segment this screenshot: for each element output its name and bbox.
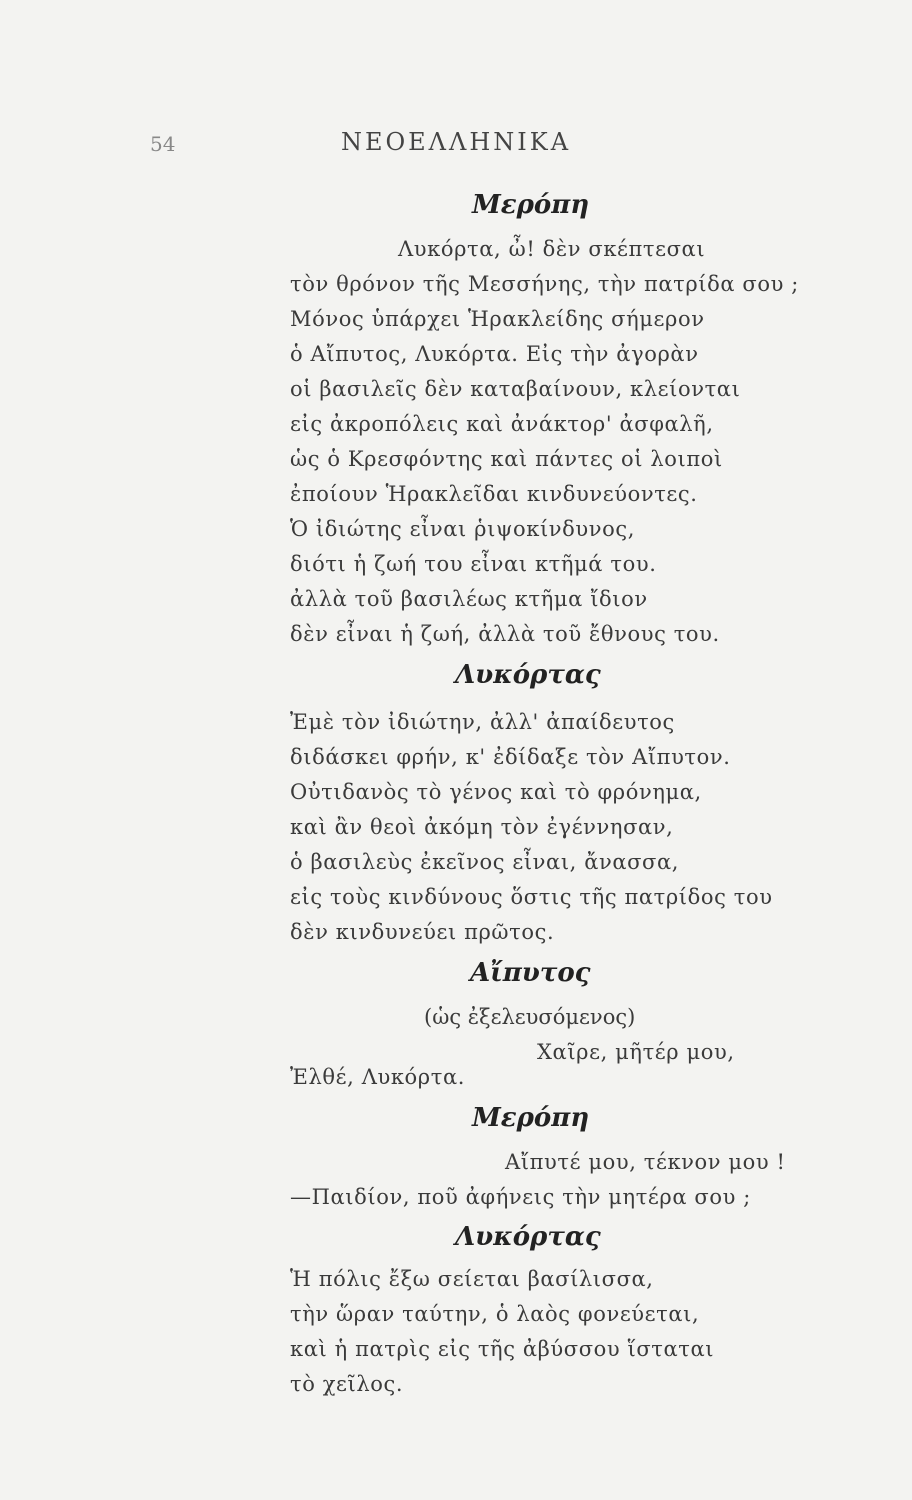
verse-line: ἐποίουν Ἡρακλεῖδαι κινδυνεύοντες. (290, 482, 698, 506)
verse-line: Λυκόρτα, ὦ! δὲν σκέπτεσαι (398, 237, 706, 261)
verse-line: εἰς τοὺς κινδύνους ὅστις τῆς πατρίδος του (290, 885, 773, 909)
verse-line: Μόνος ὑπάρχει Ἡρακλείδης σήμερον (290, 307, 705, 331)
verse-line: Ἐμὲ τὸν ἰδιώτην, ἀλλ' ἀπαίδευτος (290, 710, 675, 734)
verse-line: Ἡ πόλις ἔξω σείεται βασίλισσα, (290, 1267, 654, 1291)
page-number: 54 (150, 132, 176, 156)
verse-line: δὲν κινδυνεύει πρῶτος. (290, 920, 555, 944)
verse-line: τὸν θρόνον τῆς Μεσσήνης, τὴν πατρίδα σου ; (290, 272, 799, 296)
verse-line: δὲν εἶναι ἡ ζωή, ἀλλὰ τοῦ ἔθνους του. (290, 622, 720, 646)
verse-line: καὶ ἡ πατρὶς εἰς τῆς ἀβύσσου ἵσταται (290, 1337, 715, 1361)
verse-line: Ὁ ἰδιώτης εἶναι ῥιψοκίνδυνος, (290, 517, 636, 541)
verse-line: ὁ βασιλεὺς ἐκεῖνος εἶναι, ἄνασσα, (290, 850, 680, 874)
verse-line: Ἐλθέ, Λυκόρτα. (290, 1065, 466, 1089)
verse-line: —Παιδίον, ποῦ ἀφήνεις τὴν μητέρα σου ; (290, 1185, 751, 1209)
speaker-name: Αἴπυτος (470, 958, 591, 988)
verse-line: οἱ βασιλεῖς δὲν καταβαίνουν, κλείονται (290, 377, 741, 401)
verse-line: ὡς ὁ Κρεσφόντης καὶ πάντες οἱ λοιποὶ (290, 447, 723, 471)
verse-line: Αἴπυτέ μου, τέκνον μου ! (505, 1150, 786, 1174)
speaker-name: Λυκόρτας (455, 1222, 601, 1252)
verse-line: τὴν ὥραν ταύτην, ὁ λαὸς φονεύεται, (290, 1302, 700, 1326)
speaker-name: Λυκόρτας (455, 660, 601, 690)
running-title: ΝΕΟΕΛΛΗΝΙΚΑ (340, 128, 572, 156)
verse-line: ὁ Αἴπυτος, Λυκόρτα. Εἰς τὴν ἀγορὰν (290, 342, 699, 366)
verse-line: εἰς ἀκροπόλεις καὶ ἀνάκτορ' ἀσφαλῆ, (290, 412, 714, 436)
page-header (0, 128, 912, 164)
verse-line: Χαῖρε, μῆτέρ μου, (537, 1040, 735, 1064)
speaker-name: Μερόπη (472, 190, 590, 220)
stage-direction: (ὡς ἐξελευσόμενος) (424, 1005, 636, 1029)
verse-line: διότι ἡ ζωή του εἶναι κτῆμά του. (290, 552, 657, 576)
verse-line: καὶ ἂν θεοὶ ἀκόμη τὸν ἐγέννησαν, (290, 815, 674, 839)
verse-line: τὸ χεῖλος. (290, 1372, 404, 1396)
verse-line: Οὐτιδανὸς τὸ γένος καὶ τὸ φρόνημα, (290, 780, 702, 804)
verse-line: διδάσκει φρήν, κ' ἐδίδαξε τὸν Αἴπυτον. (290, 745, 731, 769)
verse-line: ἀλλὰ τοῦ βασιλέως κτῆμα ἴδιον (290, 587, 648, 611)
speaker-name: Μερόπη (472, 1103, 590, 1133)
